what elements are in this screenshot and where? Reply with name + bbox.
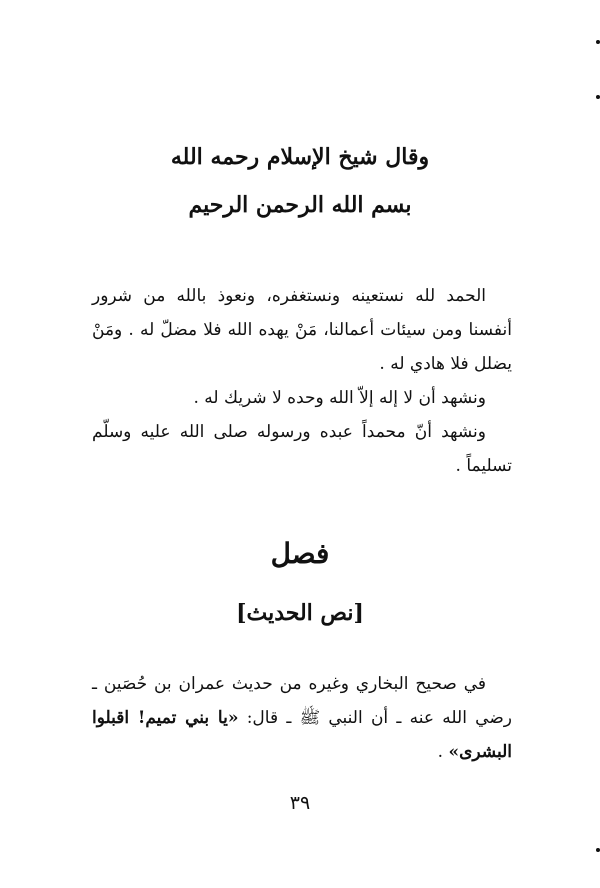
- edge-mark-top: [596, 40, 600, 44]
- hadith-quote: «يا بني تميم! اقبلوا البشرى»: [92, 708, 512, 762]
- hadith-intro: في صحيح البخاري وغيره من حديث عمران بن حُصَين ـ رضي الله عنه ـ أن النبي ﷺ ـ قال:: [92, 674, 512, 728]
- page-title: وقال شيخ الإسلام رحمه الله: [170, 144, 430, 170]
- basmala-heading: بسم الله الرحمن الرحيم: [188, 192, 412, 218]
- intro-paragraph-shahada-1: ونشهد أن لا إله إلاّ الله وحده لا شريك له .: [193, 388, 486, 408]
- intro-text: [92, 279, 512, 483]
- edge-mark-bottom: [596, 848, 600, 852]
- intro-paragraph-shahada-2: ونشهد أنّ محمداً عبده ورسوله صلى الله عليه وسلّم تسليماً .: [92, 422, 512, 476]
- hadith-end: .: [437, 742, 449, 762]
- page-number: ٣٩: [289, 792, 311, 814]
- intro-paragraph-praise: الحمد لله نستعينه ونستغفره، ونعوذ بالله من شرور أنفسنا ومن سيئات أعمالنا، مَنْ يهده الله فلا مضلّ له . ومَنْ يضلل فلا هادي له .: [92, 286, 512, 374]
- hadith-paragraph: [92, 667, 512, 769]
- edge-mark-middle: [596, 95, 600, 99]
- hadith-text: [92, 667, 512, 769]
- sub-heading: [نص الحديث]: [236, 600, 364, 626]
- section-heading: فصل: [270, 537, 330, 570]
